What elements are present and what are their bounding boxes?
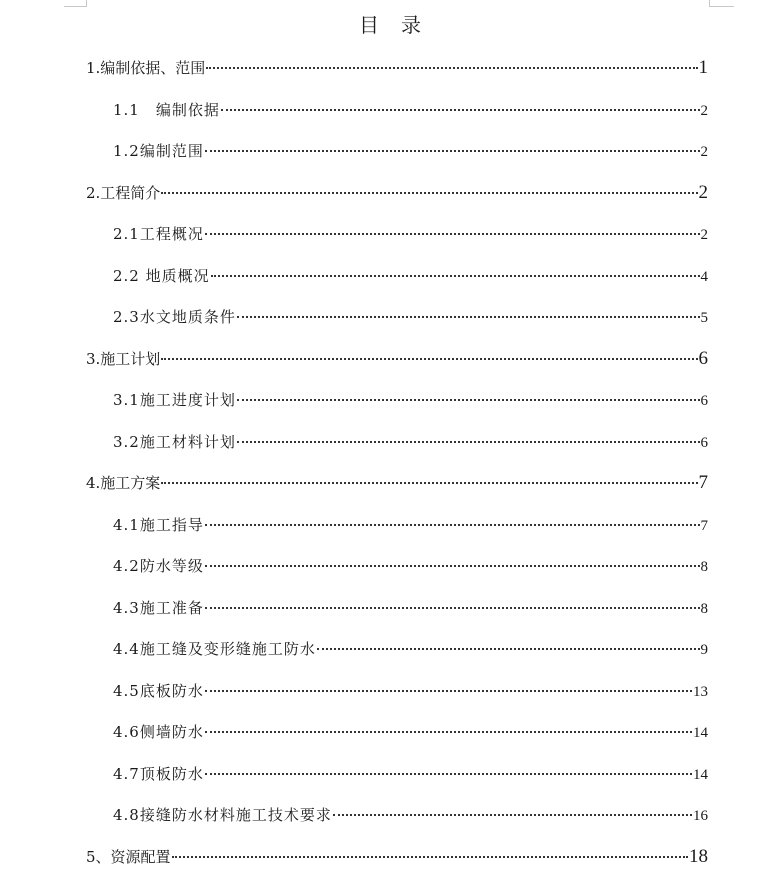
toc-entry[interactable] — [86, 56, 708, 80]
toc-dot-leader — [317, 648, 700, 650]
toc-page-number: 7 — [698, 472, 708, 493]
toc-dot-leader — [333, 814, 692, 816]
toc-dot-leader — [161, 192, 697, 194]
toc-entry-label: 4.5底板防水 — [113, 682, 204, 700]
toc-entry[interactable] — [113, 720, 708, 744]
toc-entry-label: 4.6侧墙防水 — [113, 723, 204, 741]
toc-page-number: 6 — [698, 348, 708, 369]
toc-page-number: 8 — [700, 559, 708, 575]
toc-entry-label: 2.3水文地质条件 — [113, 308, 236, 326]
toc-entry[interactable] — [113, 139, 708, 163]
toc-entry[interactable] — [113, 803, 708, 827]
toc-dot-leader — [221, 109, 700, 111]
toc-entry[interactable] — [86, 845, 708, 869]
toc-dot-leader — [205, 607, 700, 609]
toc-page-number: 6 — [700, 393, 708, 409]
toc-entry-label: 4.4施工缝及变形缝施工防水 — [113, 640, 316, 658]
crop-mark-left — [64, 0, 87, 7]
toc-entry-label: 4.施工方案 — [86, 474, 161, 492]
toc-page-number: 4 — [700, 269, 708, 285]
toc-entry[interactable] — [86, 471, 708, 495]
toc-entry[interactable] — [113, 679, 708, 703]
toc-dot-leader — [205, 731, 692, 733]
toc-page-number: 2 — [698, 182, 708, 203]
toc-dot-leader — [211, 275, 700, 277]
toc-page-number: 13 — [693, 684, 708, 700]
toc-page-number: 18 — [689, 846, 708, 867]
toc-entry-label: 2.2 地质概况 — [113, 267, 210, 285]
toc-entry-label: 4.7顶板防水 — [113, 765, 204, 783]
toc-entry-label: 4.1施工指导 — [113, 516, 204, 534]
toc-dot-leader — [205, 524, 700, 526]
toc-entry-label: 4.2防水等级 — [113, 557, 204, 575]
toc-entry[interactable] — [113, 305, 708, 329]
toc-entry[interactable] — [113, 596, 708, 620]
toc-entry-label: 3.2施工材料计划 — [113, 433, 236, 451]
toc-entry-label: 4.8接缝防水材料施工技术要求 — [113, 806, 332, 824]
toc-entry[interactable] — [113, 222, 708, 246]
toc-entry[interactable] — [113, 637, 708, 661]
toc-dot-leader — [237, 441, 700, 443]
toc-page-number: 2 — [700, 103, 708, 119]
toc-entry-label: 1.1 编制依据 — [113, 101, 220, 119]
toc-entry[interactable] — [86, 181, 708, 205]
toc-entry-label: 5、资源配置 — [86, 848, 171, 866]
toc-entry[interactable] — [113, 762, 708, 786]
toc-entry[interactable] — [113, 513, 708, 537]
toc-entry[interactable] — [113, 554, 708, 578]
toc-page-number: 16 — [693, 808, 708, 824]
toc-entry[interactable] — [86, 347, 708, 371]
toc-entry[interactable] — [113, 388, 708, 412]
toc-entry-label: 1.2编制范围 — [113, 142, 204, 160]
toc-title: 目 录 — [359, 13, 422, 37]
toc-entry-label: 4.3施工准备 — [113, 599, 204, 617]
toc-dot-leader — [172, 856, 688, 858]
toc-dot-leader — [237, 399, 700, 401]
toc-entry[interactable] — [113, 264, 708, 288]
toc-entry-label: 3.施工计划 — [86, 350, 161, 368]
toc-page-number: 8 — [700, 601, 708, 617]
toc-dot-leader — [205, 150, 700, 152]
toc-page-number: 9 — [700, 642, 708, 658]
toc-page-number: 5 — [700, 310, 708, 326]
toc-entry-label: 2.工程简介 — [86, 184, 161, 202]
toc-entry[interactable] — [113, 430, 708, 454]
crop-mark-right — [709, 0, 734, 7]
toc-entry[interactable] — [113, 98, 708, 122]
toc-dot-leader — [161, 482, 697, 484]
toc-page-number: 14 — [693, 725, 708, 741]
toc-page-number: 2 — [700, 227, 708, 243]
toc-page-number: 6 — [700, 435, 708, 451]
toc-dot-leader — [205, 690, 692, 692]
toc-entry-label: 3.1施工进度计划 — [113, 391, 236, 409]
toc-dot-leader — [161, 358, 697, 360]
toc-page-number: 14 — [693, 767, 708, 783]
toc-entry-label: 1.编制依据、范围 — [86, 59, 206, 77]
toc-dot-leader — [205, 233, 700, 235]
toc-page-number: 7 — [700, 518, 708, 534]
toc-page-number: 2 — [700, 144, 708, 160]
toc-dot-leader — [206, 67, 697, 69]
toc-entry-label: 2.1工程概况 — [113, 225, 204, 243]
toc-dot-leader — [205, 565, 700, 567]
toc-page-number: 1 — [698, 57, 708, 78]
toc-dot-leader — [237, 316, 700, 318]
toc-dot-leader — [205, 773, 692, 775]
